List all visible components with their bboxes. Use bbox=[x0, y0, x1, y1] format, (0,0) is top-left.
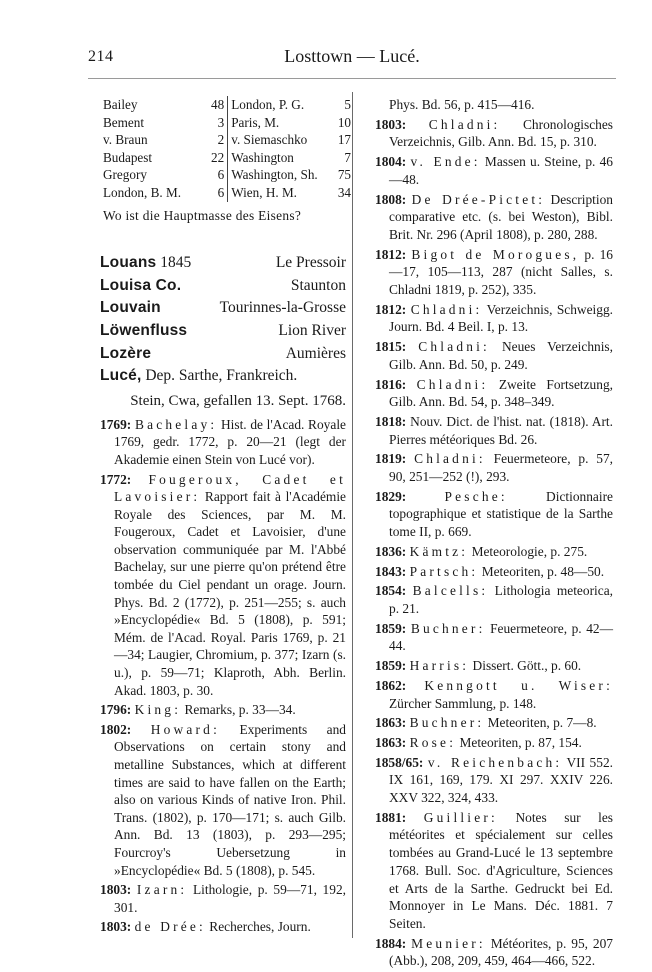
reference-text: Feuermeteore, p. 42—44. bbox=[389, 620, 613, 654]
reference-year: 1803: bbox=[100, 919, 132, 935]
reference-text: Meteoriten, p. 7—8. bbox=[484, 715, 597, 731]
reference-text: Zürcher Sammlung, p. 148. bbox=[389, 695, 537, 711]
entry-list bbox=[100, 252, 346, 412]
reference-text: Feuermeteore, p. 57, 90, 251—252 (!), 293. bbox=[389, 451, 613, 485]
entry-year: 1845 bbox=[156, 254, 192, 272]
running-head: Losttown — Lucé. bbox=[284, 46, 420, 66]
reference-entry bbox=[375, 809, 613, 933]
reference-text: p. 16—17, 105—113, 287 (nicht Salles, s. Chladni 1819, p. 252), 335. bbox=[389, 246, 613, 298]
reference-year: 1816: bbox=[375, 376, 407, 392]
table-cell: 10 bbox=[337, 114, 351, 130]
reference-entry bbox=[375, 376, 613, 411]
reference-year: 1858/65: bbox=[375, 754, 424, 770]
table-cell: 75 bbox=[337, 167, 351, 183]
reference-text: Verzeichnis, Schweigg. Journ. Bd. 4 Beil. I, p. 13. bbox=[389, 301, 613, 335]
reference-author: Partsch: bbox=[409, 563, 479, 579]
reference-entry bbox=[375, 734, 613, 752]
column-divider bbox=[352, 92, 353, 938]
table-row bbox=[103, 149, 351, 167]
reference-text: Recherches, Journ. bbox=[205, 919, 311, 935]
table-row bbox=[103, 131, 351, 149]
reference-year: 1818: bbox=[375, 413, 407, 429]
reference-text: Meteoriten, p. 87, 154. bbox=[456, 734, 582, 750]
table-row bbox=[103, 96, 351, 114]
reference-text: Dissert. Gött., p. 60. bbox=[469, 658, 582, 674]
table-cell: London, B. M. bbox=[103, 184, 182, 200]
reference-entry bbox=[375, 246, 613, 299]
reference-year: 1812: bbox=[375, 301, 407, 317]
reference-author: Fougeroux, Cadet et Lavoisier: bbox=[114, 471, 346, 505]
table-cell: 7 bbox=[344, 149, 351, 165]
reference-author: Bachelay: bbox=[134, 416, 218, 432]
table-row bbox=[103, 166, 351, 184]
reference-text: Remarks, p. 33—34. bbox=[181, 702, 296, 718]
entry-place: Aumières bbox=[285, 344, 346, 362]
reference-entry bbox=[375, 488, 613, 541]
entry-row bbox=[100, 275, 346, 298]
table-row bbox=[103, 114, 351, 132]
reference-year: 1859: bbox=[375, 620, 407, 636]
table-cell: 22 bbox=[196, 149, 228, 167]
table-cell: Washington, Sh. bbox=[231, 167, 318, 183]
header-rule bbox=[88, 78, 616, 79]
reference-continuation: Phys. Bd. 56, p. 415—416. bbox=[389, 97, 535, 112]
reference-entry bbox=[375, 935, 613, 970]
reference-year: 1854: bbox=[375, 583, 407, 599]
reference-text: Météorites, p. 95, 207 (Abb.), 208, 209, 459, 464—466, 522. bbox=[389, 935, 613, 969]
reference-author: v. Reichenbach: bbox=[427, 754, 563, 770]
reference-text: Meteoriten, p. 48—50. bbox=[478, 563, 605, 579]
table-cell: 3 bbox=[196, 114, 228, 132]
reference-entry bbox=[375, 543, 613, 561]
page-header bbox=[88, 48, 616, 74]
reference-entry bbox=[375, 191, 613, 244]
reference-author: Chladni: bbox=[418, 339, 490, 355]
reference-author: Guillier: bbox=[423, 809, 498, 825]
right-column bbox=[375, 96, 613, 972]
entry-name: Löwenfluss bbox=[100, 321, 188, 339]
question-text: Wo ist die Hauptmasse des Eisens? bbox=[103, 207, 302, 223]
table-cell: 6 bbox=[196, 184, 228, 202]
table-cell: Wien, H. M. bbox=[231, 184, 297, 200]
entry-name: Lozère bbox=[100, 344, 152, 362]
reference-entry bbox=[375, 153, 613, 188]
entry-location: Dep. Sarthe, Frankreich. bbox=[141, 367, 298, 385]
entry-name: Lucé, bbox=[100, 367, 142, 385]
reference-author: Rose: bbox=[409, 734, 457, 750]
reference-entry bbox=[100, 471, 346, 700]
fall-description: Stein, Cwa, gefallen 13. Sept. 1768. bbox=[130, 392, 346, 409]
reference-year: 1819: bbox=[375, 451, 407, 467]
reference-year: 1802: bbox=[100, 721, 132, 737]
reference-year: 1836: bbox=[375, 543, 407, 559]
reference-author: Pesche: bbox=[444, 488, 508, 504]
reference-year: 1772: bbox=[100, 471, 132, 487]
reference-year: 1859: bbox=[375, 658, 407, 674]
reference-author: Howard: bbox=[150, 721, 220, 737]
entry-place: Le Pressoir bbox=[275, 254, 346, 272]
reference-text: Nouv. Dict. de l'hist. nat. (1818). Art. Pierres météoriques Bd. 26. bbox=[389, 413, 613, 447]
reference-entry bbox=[375, 582, 613, 617]
reference-author: Izarn: bbox=[136, 882, 188, 898]
reference-text: Lithologia meteorica, p. 21. bbox=[389, 583, 613, 616]
reference-entry bbox=[375, 677, 613, 712]
reference-text: VII 552. IX 161, 169, 179. XI 297. XXIV 226. XXV 322, 324, 433. bbox=[389, 754, 613, 806]
reference-entry bbox=[375, 714, 613, 732]
table-cell: Bailey bbox=[103, 97, 138, 112]
table-cell: 48 bbox=[196, 96, 228, 114]
reference-author: v. Ende: bbox=[410, 154, 481, 170]
reference-year: 1769: bbox=[100, 416, 132, 432]
reference-year: 1862: bbox=[375, 677, 407, 693]
table-cell: 2 bbox=[196, 131, 228, 149]
reference-text: Dictionnaire topographique et statistique de la Sarthe tome II, p. 669. bbox=[389, 488, 613, 540]
reference-year: 1803: bbox=[375, 116, 407, 132]
reference-year: 1812: bbox=[375, 246, 407, 262]
page-number: 214 bbox=[88, 48, 114, 65]
reference-list-right bbox=[375, 116, 613, 970]
reference-entry bbox=[375, 413, 613, 448]
reference-entry bbox=[375, 116, 613, 151]
reference-text: Rapport fait à l'Académie Royale des Sciences, par M. M. Fougeroux, Cadet et Lavoisier, d'une observation communiquée par M. l'Abbé Bachelay, sur une pierre qu'on prétend être tombée du Ciel pendant un orage. Journ. Phys. Bd. 2 (1772), p. 251—255; s. auch »Encyclopédie« Bd. 5 (1808), p. 591; Mém. de l'Acad. Royal. Paris 1769, p. 21—34; Laugier, Chromium, p. 377; Izarn (s. u.), p. 59—71; Klaproth, Abh. Berlin. Akad. 1803, p. 30. bbox=[114, 489, 346, 698]
table-cell: Washington bbox=[231, 149, 294, 165]
reference-entry bbox=[100, 701, 346, 719]
reference-entry bbox=[100, 881, 346, 916]
reference-entry bbox=[375, 657, 613, 675]
reference-text: Experiments and Observations on certain stony and metalline Substances, which at different times are said to have fallen on the Earth; also on various Kinds of native Iron. Phil. Trans. (1802), p. 170—171; s. auch Gilb. Ann. Bd. 13 (1803), p. 293—295; Fourcroy's Uebersetzung in »Encyclopédie« Bd. 5 (1808), p. 545. bbox=[114, 721, 346, 878]
reference-year: 1815: bbox=[375, 339, 407, 355]
table-cell: v. Braun bbox=[103, 132, 148, 148]
reference-text: Massen u. Steine, p. 46—48. bbox=[389, 154, 613, 187]
reference-text: Description comparative etc. (s. bei Weston), Bibl. Brit. Nr. 296 (April 1808), p. 280, 288. bbox=[389, 191, 613, 242]
reference-entry bbox=[375, 301, 613, 336]
reference-author: Kämtz: bbox=[409, 543, 469, 559]
reference-year: 1804: bbox=[375, 154, 407, 170]
table-cell: Paris, M. bbox=[231, 114, 280, 130]
entry-row bbox=[100, 343, 346, 366]
entry-place: Tourinnes-la-Grosse bbox=[219, 299, 346, 317]
reference-year: 1808: bbox=[375, 191, 407, 207]
entry-name: Louans bbox=[100, 254, 157, 272]
table-cell: Gregory bbox=[103, 167, 147, 183]
reference-year: 1881: bbox=[375, 809, 407, 825]
table-cell: 6 bbox=[196, 166, 228, 184]
reference-author: Bigot de Morogues, bbox=[411, 246, 580, 262]
table-cell: Budapest bbox=[103, 149, 153, 165]
entry-row bbox=[100, 297, 346, 320]
reference-entry bbox=[100, 721, 346, 879]
table-cell: v. Siemaschko bbox=[231, 132, 308, 148]
reference-author: Harris: bbox=[409, 658, 470, 674]
reference-year: 1843: bbox=[375, 563, 407, 579]
reference-author: King: bbox=[134, 702, 182, 718]
reference-author: Kenngott u. Wiser: bbox=[424, 677, 613, 693]
table-cell: 34 bbox=[337, 184, 351, 200]
reference-author: Chladni: bbox=[428, 116, 501, 132]
reference-entry bbox=[100, 416, 346, 469]
reference-list-left bbox=[100, 416, 346, 936]
reference-author: de Drée: bbox=[134, 919, 206, 935]
reference-year: 1796: bbox=[100, 702, 132, 718]
entry-place: Staunton bbox=[290, 276, 346, 294]
table-row bbox=[103, 184, 351, 202]
reference-author: Meunier: bbox=[411, 935, 486, 951]
reference-entry bbox=[100, 918, 346, 936]
entry-name: Louisa Co. bbox=[100, 276, 182, 294]
entry-place: Lion River bbox=[278, 321, 346, 339]
weights-table bbox=[103, 96, 351, 202]
reference-year: 1863: bbox=[375, 715, 407, 731]
reference-author: De Drée-Pictet: bbox=[411, 191, 546, 207]
reference-entry bbox=[375, 450, 613, 485]
entry-name: Louvain bbox=[100, 299, 161, 317]
reference-text: Zweite Fortsetzung, Gilb. Ann. Bd. 54, p. 348–349. bbox=[389, 376, 613, 410]
reference-text: Chronologisches Verzeichnis, Gilb. Ann. Bd. 15, p. 310. bbox=[389, 116, 613, 150]
reference-entry bbox=[375, 620, 613, 655]
reference-author: Buchner: bbox=[409, 715, 485, 731]
left-column bbox=[100, 96, 351, 938]
reference-text: Hist. de l'Acad. Royale 1769, gedr. 1772, p. 20—21 (legt der Akademie einen Stein von Lucé vor). bbox=[114, 416, 346, 467]
table-cell: 17 bbox=[337, 132, 351, 148]
reference-year: 1803: bbox=[100, 882, 132, 898]
reference-entry bbox=[375, 563, 613, 581]
entry-luce bbox=[100, 365, 346, 388]
reference-author: Chladni: bbox=[414, 451, 486, 467]
reference-text: Notes sur les météorites et spécialement sur celles tombées au Grand-Lucé le 13 septembre 1768. Bull. Soc. d'Agriculture, Sciences et Arts de la Sarthe. Gedruckt bei Ed. Monnoyer in Le Mans. Déc. 1881. 7 Seiten. bbox=[389, 809, 613, 931]
reference-entry bbox=[375, 754, 613, 807]
entry-row bbox=[100, 320, 346, 343]
table-cell: 5 bbox=[344, 97, 351, 112]
reference-year: 1863: bbox=[375, 734, 407, 750]
table-cell: London, P. G. bbox=[231, 97, 305, 112]
reference-author: Chladni: bbox=[410, 301, 483, 317]
reference-year: 1884: bbox=[375, 935, 407, 951]
reference-author: Buchner: bbox=[410, 620, 486, 636]
reference-text: Lithologie, p. 59—71, 192, 301. bbox=[114, 882, 346, 915]
reference-text: Meteorologie, p. 275. bbox=[468, 543, 588, 559]
reference-author: Balcells: bbox=[412, 583, 489, 599]
reference-text: Neues Verzeichnis, Gilb. Ann. Bd. 50, p. 249. bbox=[389, 339, 613, 372]
reference-entry bbox=[375, 338, 613, 373]
entry-row bbox=[100, 252, 346, 275]
table-cell: Bement bbox=[103, 114, 145, 130]
reference-author: Chladni: bbox=[416, 376, 489, 392]
reference-year: 1829: bbox=[375, 488, 407, 504]
